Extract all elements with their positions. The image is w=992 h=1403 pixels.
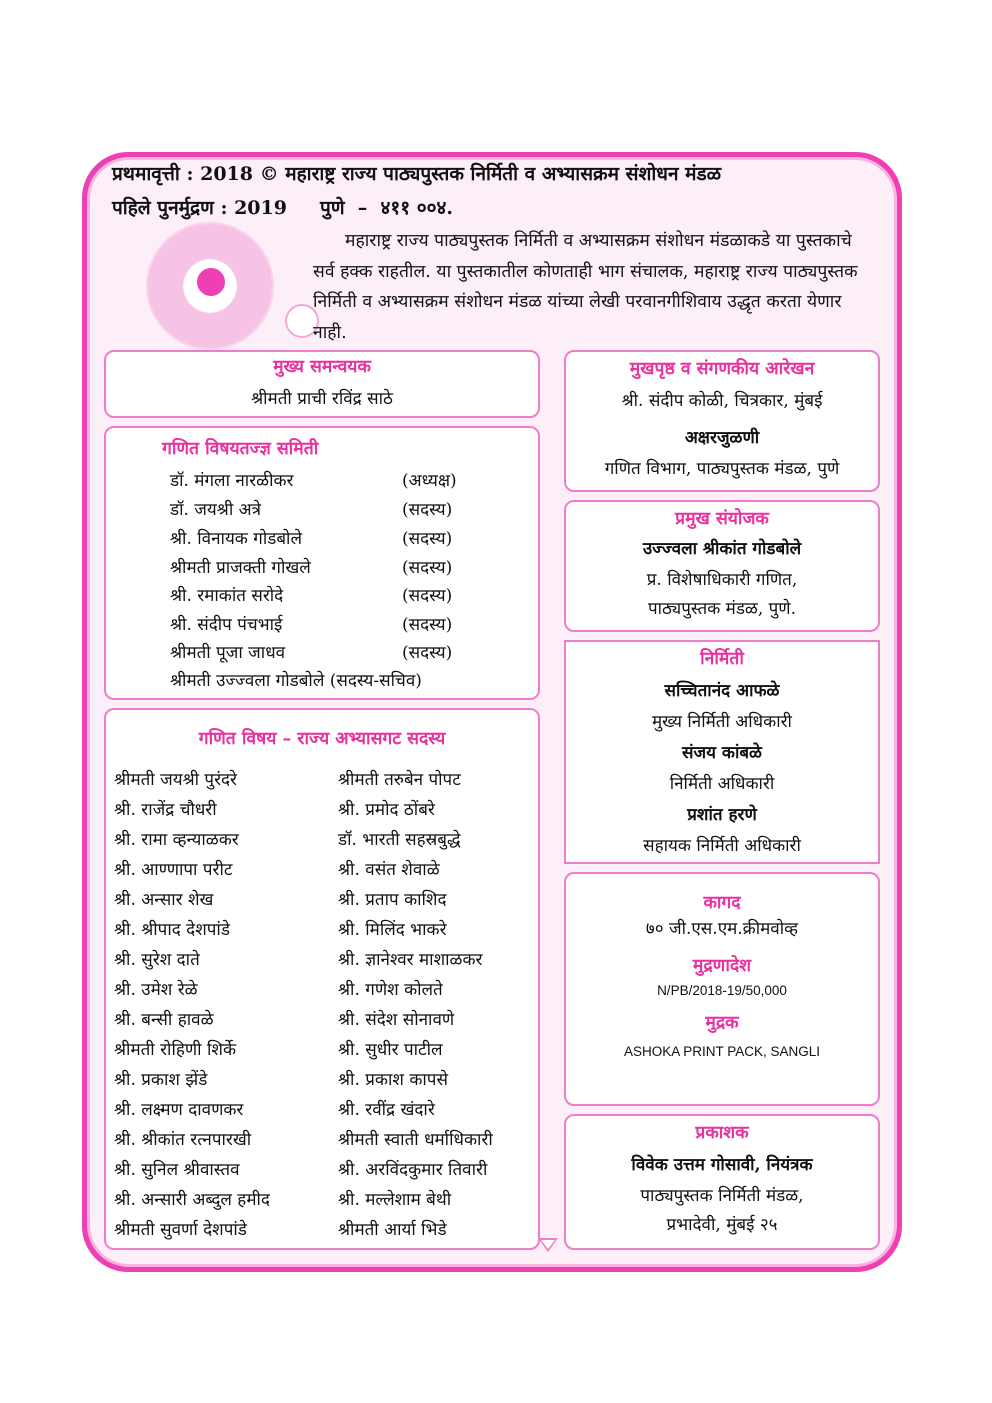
- study-group-member: श्रीमती सुवर्णा देशपांडे: [114, 1220, 247, 1240]
- committee-member-name: श्री. रमाकांत सरोदे: [170, 586, 284, 606]
- study-group-member: श्री. लक्ष्मण दावणकर: [114, 1100, 244, 1120]
- study-group-member: श्री. प्रकाश झेंडे: [114, 1070, 208, 1090]
- edition-line: प्रथमावृत्ती : 2018 © महाराष्ट्र राज्य पाठ्यपुस्तक निर्मिती व अभ्यासक्रम संशोधन मंडळ: [112, 163, 722, 185]
- production-person3-role: सहायक निर्मिती अधिकारी: [643, 836, 801, 856]
- typeset-title: अक्षरजुळणी: [684, 428, 760, 448]
- study-group-member: श्री. सुधीर पाटील: [338, 1040, 443, 1060]
- committee-member-role: (सदस्य): [402, 558, 453, 578]
- committee-member-role: (सदस्य): [402, 586, 453, 606]
- publisher-box: [564, 1114, 880, 1250]
- typeset-value: गणित विभाग, पाठ्यपुस्तक मंडळ, पुणे: [604, 459, 840, 479]
- reprint-line: पहिले पुनर्मुद्रण : 2019 पुणे – ४११ ००४.: [112, 197, 454, 219]
- study-group-member: श्रीमती रोहिणी शिर्के: [114, 1040, 237, 1060]
- study-group-member: श्री. मल्लेशाम बेथी: [338, 1190, 452, 1210]
- chief-coordinator-title: मुख्य समन्वयक: [273, 357, 371, 377]
- study-group-member: श्री. अरविंदकुमार तिवारी: [338, 1160, 488, 1180]
- chief-organizer-name: उज्ज्वला श्रीकांत गोडबोले: [642, 539, 802, 559]
- decorative-disc-center: [194, 265, 228, 299]
- study-group-member: श्रीमती तरुबेन पोपट: [338, 770, 461, 790]
- chief-organizer-box: [564, 500, 880, 632]
- study-group-member: श्री. उमेश रेळे: [114, 980, 198, 1000]
- production-person2-role: निर्मिती अधिकारी: [669, 774, 775, 794]
- production-box: [564, 640, 880, 864]
- study-group-member: श्री. आण्णापा परीट: [114, 860, 233, 880]
- chief-organizer-line2: पाठ्यपुस्तक मंडळ, पुणे.: [647, 599, 796, 619]
- committee-title: गणित विषयतज्ज्ञ समिती: [162, 439, 319, 459]
- study-group-member: श्री. सुनिल श्रीवास्तव: [114, 1160, 240, 1180]
- printer-value: ASHOKA PRINT PACK, SANGLI: [623, 1044, 821, 1059]
- committee-member-role: (सदस्य): [402, 643, 453, 663]
- cover-box: [564, 350, 880, 492]
- publisher-line2: प्रभादेवी, मुंबई २५: [666, 1215, 778, 1235]
- paper-value: ७० जी.एस.एम.क्रीमवोव्ह: [645, 919, 799, 939]
- production-person3-name: प्रशांत हरणे: [687, 805, 757, 825]
- study-group-member: श्री. गणेश कोलते: [338, 980, 443, 1000]
- paper-box: [564, 872, 880, 1106]
- printer-title: मुद्रक: [705, 1013, 739, 1033]
- study-group-member: श्री. संदेश सोनावणे: [338, 1010, 455, 1030]
- committee-member-name: श्री. संदीप पंचभाई: [170, 615, 283, 635]
- print-order-title: मुद्रणादेश: [692, 956, 752, 976]
- decorative-triangle: [538, 1238, 558, 1252]
- copyright-note: महाराष्ट्र राज्य पाठ्यपुस्तक निर्मिती व अभ्यासक्रम संशोधन मंडळाकडे या पुस्तकाचे सर्व हक्क राहतील. या पुस्तकातील कोणताही भाग संचालक, महाराष्ट्र राज्य पाठ्यपुस्तक निर्मिती व अभ्यासक्रम संशोधन मंडळ यांच्या लेखी परवानगीशिवाय उद्धृत करता येणार नाही.: [313, 231, 858, 343]
- study-group-member: श्री. राजेंद्र चौधरी: [114, 800, 217, 820]
- study-group-member: श्री. ज्ञानेश्वर माशाळकर: [338, 950, 483, 970]
- study-group-member: श्री. प्रकाश कापसे: [338, 1070, 448, 1090]
- study-group-member: श्री. प्रमोद ठोंबरे: [338, 800, 435, 820]
- study-group-member: श्री. सुरेश दाते: [114, 950, 200, 970]
- committee-member-role: (सदस्य): [402, 615, 453, 635]
- study-group-member: श्री. रवींद्र खंदारे: [338, 1100, 435, 1120]
- committee-member-name: श्रीमती प्राजक्ती गोखले: [170, 558, 311, 578]
- committee-member-name: श्री. विनायक गोडबोले: [170, 529, 302, 549]
- production-person1-role: मुख्य निर्मिती अधिकारी: [652, 712, 792, 732]
- chief-coordinator-name: श्रीमती प्राची रविंद्र साठे: [251, 389, 393, 409]
- committee-member-role: (अध्यक्ष): [402, 471, 457, 491]
- committee-member-name: डॉ. जयश्री अत्रे: [170, 500, 261, 520]
- study-group-member: श्री. मिलिंद भाकरे: [338, 920, 447, 940]
- committee-member-name: श्रीमती पूजा जाधव: [170, 643, 286, 663]
- study-group-member: श्री. अन्सारी अब्दुल हमीद: [114, 1190, 270, 1210]
- paper-title: कागद: [703, 893, 741, 913]
- publisher-title: प्रकाशक: [695, 1123, 749, 1143]
- study-group-member: श्री. श्रीपाद देशपांडे: [114, 920, 230, 940]
- study-group-member: श्री. वसंत शेवाळे: [338, 860, 440, 880]
- study-group-member: श्रीमती आर्या भिडे: [338, 1220, 447, 1240]
- production-person1-name: सच्चितानंद आफळे: [664, 681, 780, 701]
- study-group-member: डॉ. भारती सहस्रबुद्धे: [338, 830, 461, 850]
- cover-title: मुखपृष्ठ व संगणकीय आरेखन: [629, 359, 815, 379]
- cover-artist: श्री. संदीप कोळी, चित्रकार, मुंबई: [621, 391, 823, 411]
- chief-coordinator-box: [104, 350, 540, 418]
- committee-member-role: (सदस्य): [402, 500, 453, 520]
- study-group-member: श्रीमती जयश्री पुरंदरे: [114, 770, 238, 790]
- study-group-member: श्री. रामा व्हन्याळकर: [114, 830, 239, 850]
- committee-member-name: श्रीमती उज्ज्वला गोडबोले (सदस्य-सचिव): [170, 671, 422, 691]
- print-order-value: N/PB/2018-19/50,000: [657, 983, 787, 998]
- study-group-member: श्री. बन्सी हावळे: [114, 1010, 214, 1030]
- production-title: निर्मिती: [700, 649, 744, 669]
- chief-organizer-title: प्रमुख संयोजक: [675, 509, 769, 529]
- study-group-member: श्री. श्रीकांत रत्नपारखी: [114, 1130, 252, 1150]
- production-person2-name: संजय कांबळे: [682, 743, 762, 763]
- study-group-member: श्रीमती स्वाती धर्माधिकारी: [338, 1130, 493, 1150]
- study-group-title: गणित विषय – राज्य अभ्यासगट सदस्य: [198, 729, 446, 749]
- committee-member-role: (सदस्य): [402, 529, 453, 549]
- study-group-member: श्री. प्रताप काशिद: [338, 890, 447, 910]
- chief-organizer-line1: प्र. विशेषाधिकारी गणित,: [646, 570, 798, 590]
- study-group-member: श्री. अन्सार शेख: [114, 890, 214, 910]
- publisher-line1: पाठ्यपुस्तक निर्मिती मंडळ,: [640, 1186, 804, 1206]
- committee-member-name: डॉ. मंगला नारळीकर: [170, 471, 294, 491]
- publisher-name: विवेक उत्तम गोसावी, नियंत्रक: [631, 1155, 813, 1175]
